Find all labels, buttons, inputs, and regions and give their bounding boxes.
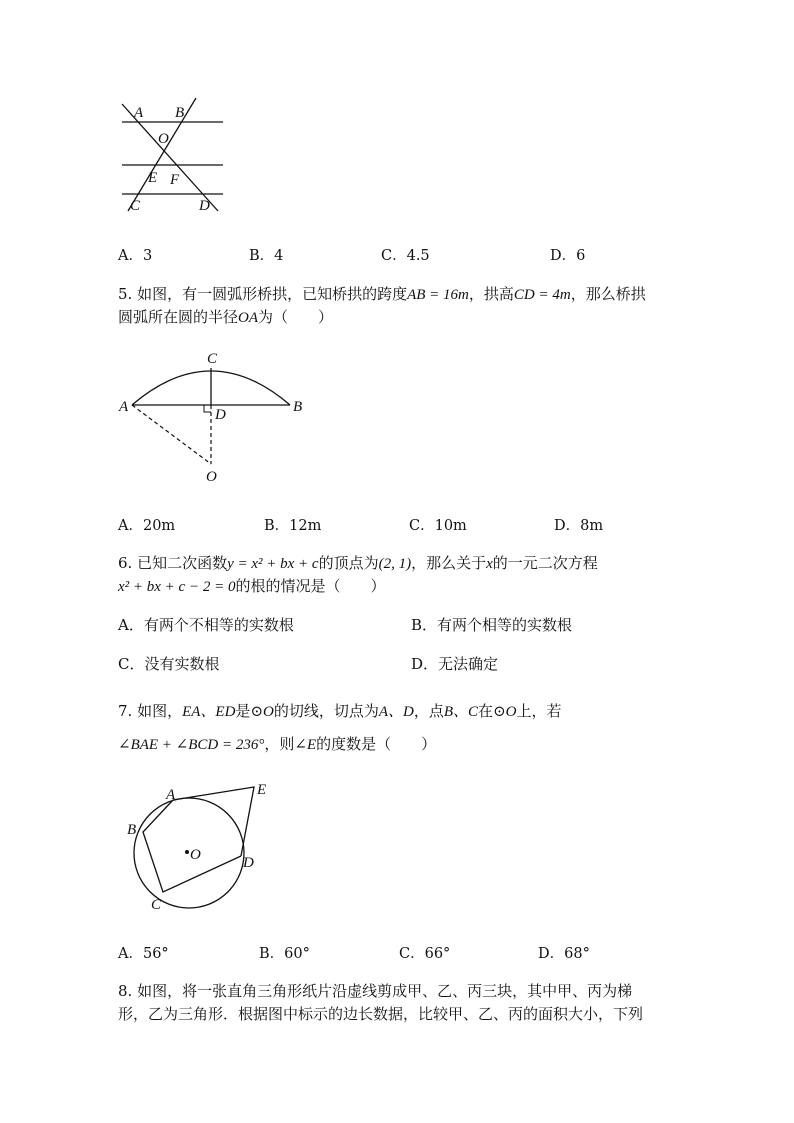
q5-label-b: B — [293, 399, 303, 415]
q5-stem-line2 — [118, 306, 333, 327]
q5-math-oa: OA — [238, 310, 259, 326]
q8-stem-line2: 形，乙为三角形．根据图中标示的边长数据，比较甲、乙、丙的面积大小，下列 — [118, 1005, 644, 1023]
q6-text-1a: 6. 已知二次函数 — [118, 554, 228, 572]
q7-text-2b: ，则 — [264, 735, 295, 753]
q5-option-d: D．8m — [554, 518, 604, 534]
q5-option-a: A．20m — [118, 518, 176, 534]
q6-option-d: D．无法确定 — [411, 655, 499, 673]
q5-label-c: C — [207, 351, 218, 367]
q4-label-e: E — [148, 170, 158, 186]
q6-stem-line1 — [118, 552, 598, 573]
q7-math-circle: ⊙O — [250, 704, 274, 720]
q5-option-c: C．10m — [409, 518, 467, 534]
q7-option-d: D．68° — [538, 946, 590, 962]
q6-option-c: C．没有实数根 — [118, 655, 220, 673]
q4-label-b: B — [175, 105, 185, 121]
q5-math-ab: AB = 16m — [407, 287, 469, 303]
q5-text-1b: ，拱高 — [468, 285, 514, 303]
q7-text-1c: 的切线，切点为 — [273, 702, 379, 720]
q4-option-d: D．6 — [550, 248, 586, 264]
q4-label-f: F — [170, 172, 180, 188]
q5-stem-line1 — [118, 283, 646, 304]
q6-math-equation: x² + bx + c − 2 = 0 — [118, 579, 236, 595]
q5-text-2a: 圆弧所在圆的半径 — [118, 308, 239, 326]
q4-option-b: B．4 — [249, 248, 284, 264]
q7-label-b: B — [127, 822, 137, 838]
q7-text-1e: 在 — [478, 702, 494, 720]
q4-option-a: A．3 — [118, 248, 153, 264]
q5-label-d: D — [215, 407, 226, 423]
q7-math-tangents: EA、ED — [182, 704, 236, 720]
q4-option-c: C．4.5 — [381, 248, 430, 264]
q7-stem-line1 — [118, 700, 561, 721]
q5-figure — [112, 345, 322, 490]
q6-math-vertex: (2, 1) — [378, 556, 412, 572]
q7-text-1b: 是 — [235, 702, 251, 720]
q7-math-ad: A、D — [378, 704, 414, 720]
q7-math-angle-e: ∠E — [294, 737, 317, 753]
q6-math-func: y = x² + bx + c — [227, 556, 319, 572]
q7-math-bc: B、C — [443, 704, 479, 720]
q7-text-1f: 上，若 — [516, 702, 562, 720]
q5-math-cd: CD = 4m — [513, 287, 571, 303]
q7-text-1a: 7. 如图， — [118, 702, 183, 720]
q7-label-a: A — [166, 787, 176, 803]
q4-label-d: D — [199, 198, 210, 214]
q5-label-a: A — [119, 399, 129, 415]
q6-option-b: B．有两个相等的实数根 — [411, 616, 573, 634]
q6-math-x: x — [486, 556, 493, 572]
q6-text-1c: ，那么关于 — [411, 554, 487, 572]
q6-stem-line2 — [118, 575, 385, 596]
q4-label-a: A — [134, 105, 144, 121]
q5-text-2b: 为（ ） — [258, 308, 334, 326]
q5-option-b: B．12m — [264, 518, 322, 534]
q7-label-o: O — [190, 847, 201, 863]
q7-label-d: D — [243, 855, 254, 871]
q6-option-a: A．有两个不相等的实数根 — [118, 616, 294, 634]
q5-text-1c: ，那么桥拱 — [570, 285, 646, 303]
q6-text-1b: 的顶点为 — [318, 554, 379, 572]
q7-figure — [118, 777, 278, 917]
q7-label-e: E — [257, 782, 267, 798]
q7-option-a: A．56° — [118, 946, 169, 962]
q5-label-o: O — [206, 469, 217, 485]
q7-option-b: B．60° — [259, 946, 310, 962]
q7-text-1d: ，点 — [413, 702, 444, 720]
q7-label-c: C — [151, 897, 162, 913]
q7-math-circle-2: ⊙O — [493, 704, 517, 720]
q7-math-angles: ∠BAE + ∠BCD = 236° — [118, 737, 265, 753]
q7-option-c: C．66° — [399, 946, 451, 962]
q6-text-2b: 的根的情况是（ ） — [235, 577, 386, 595]
q8-stem-line1: 8. 如图，将一张直角三角形纸片沿虚线剪成甲、乙、丙三块，其中甲、丙为梯 — [118, 982, 633, 1000]
q7-text-2c: 的度数是（ ） — [316, 735, 437, 753]
q5-text-1a: 5. 如图，有一圆弧形桥拱，已知桥拱的跨度 — [118, 285, 408, 303]
q4-label-c: C — [130, 198, 141, 214]
q4-figure — [110, 96, 240, 218]
q4-label-o: O — [158, 131, 169, 147]
q7-stem-line2 — [118, 733, 436, 754]
q6-text-1d: 的一元二次方程 — [492, 554, 598, 572]
